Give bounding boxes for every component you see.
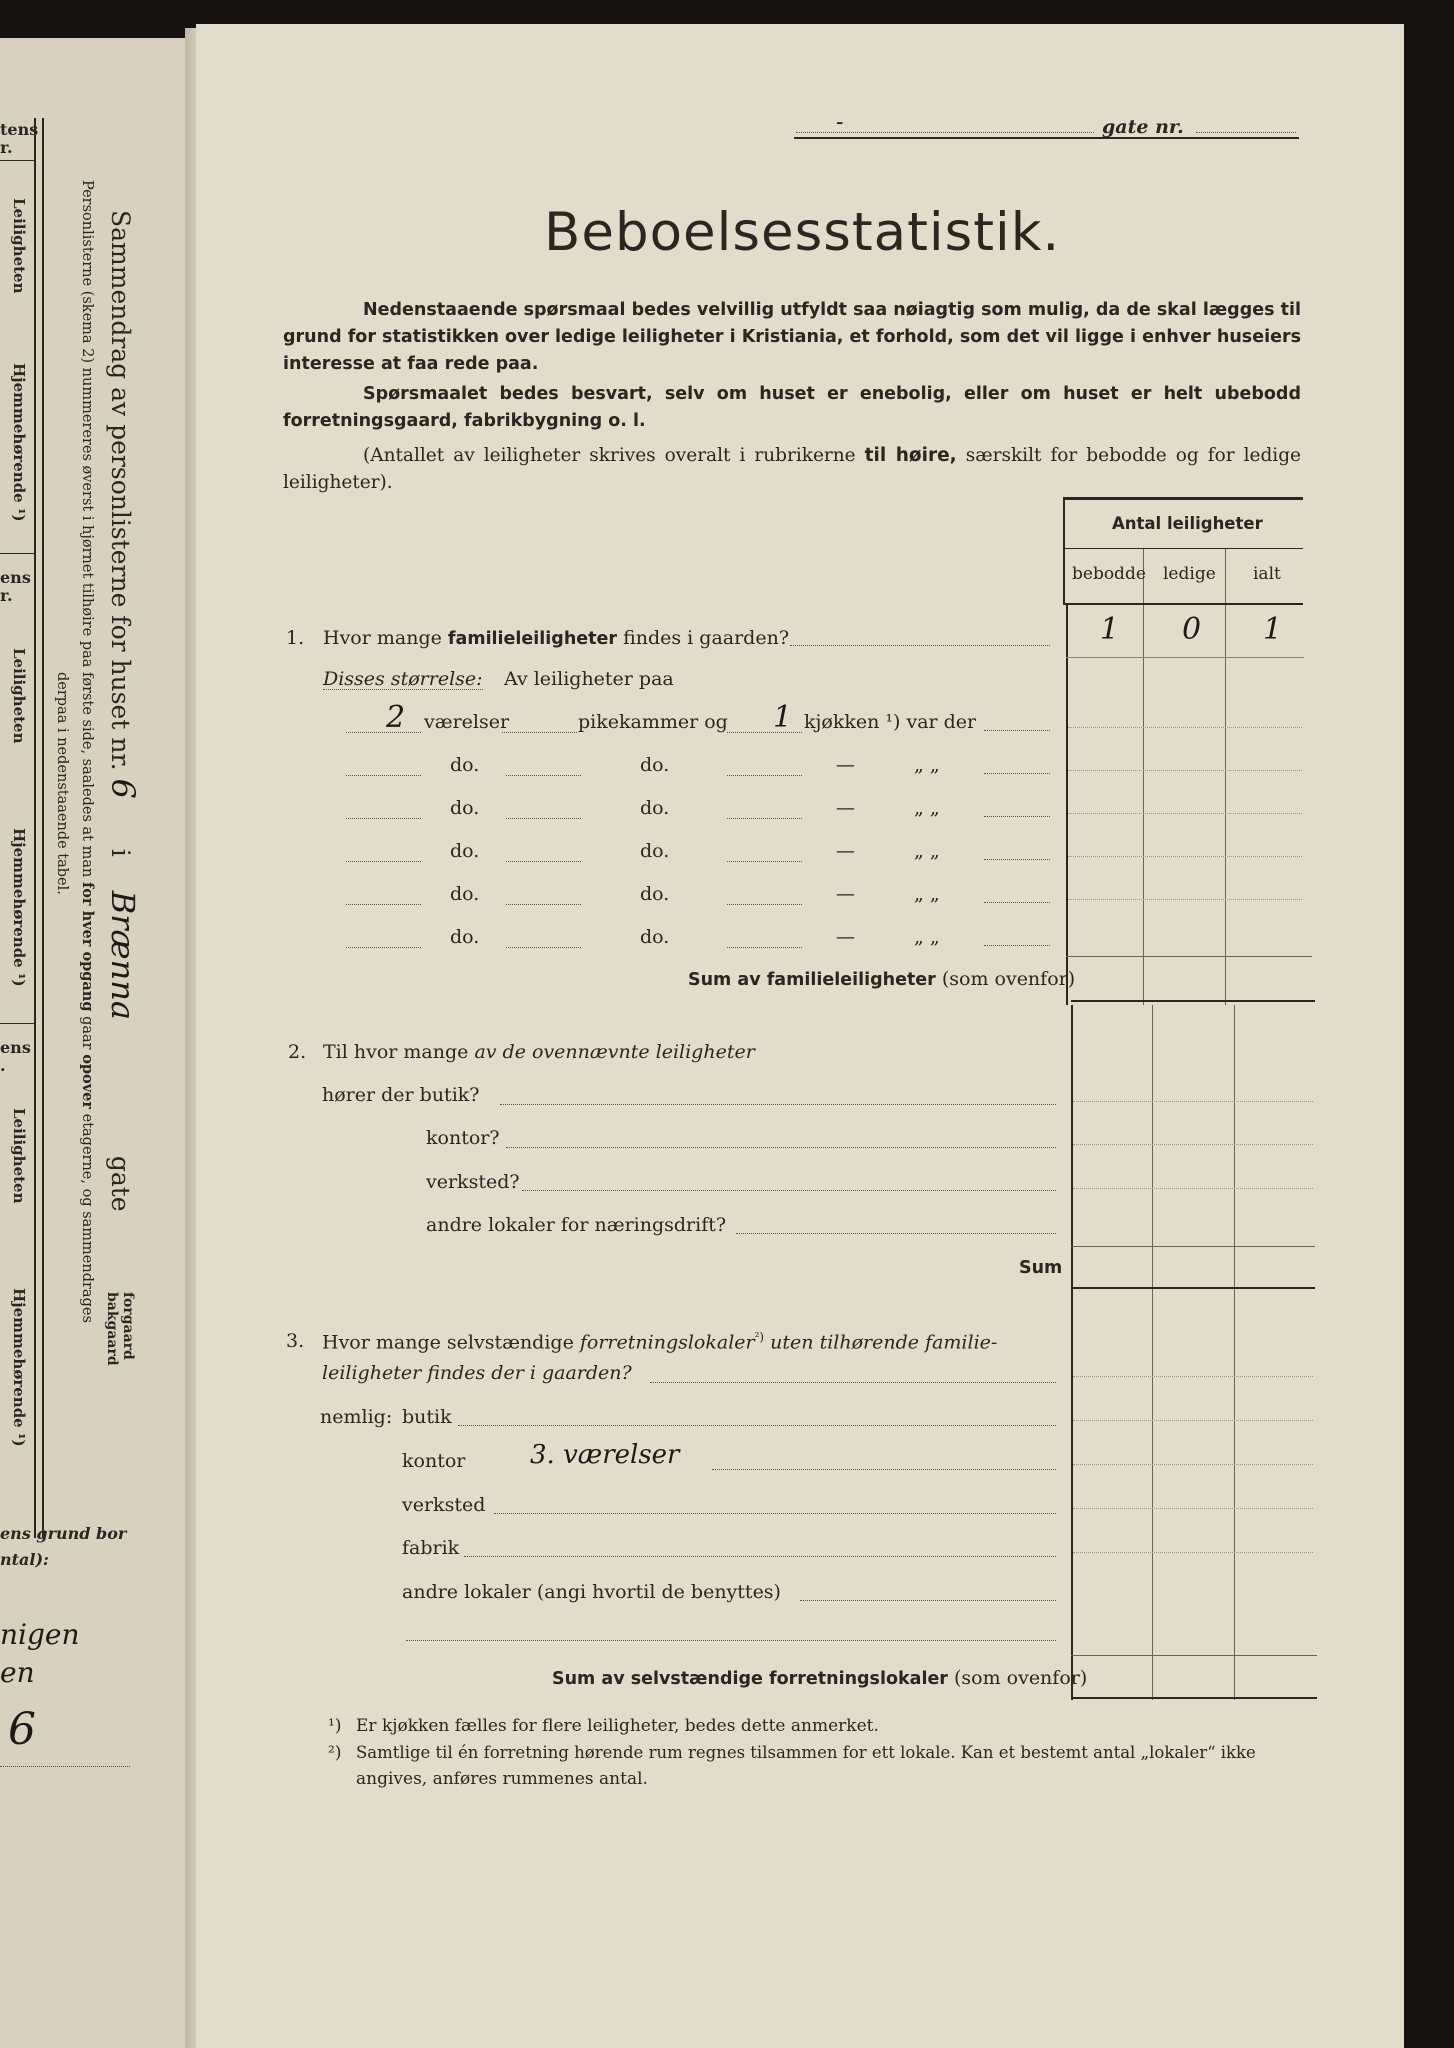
q3-item-fabrik: fabrik: [402, 1537, 460, 1559]
kitchen-field: [727, 904, 802, 905]
left-label: Leiligheten: [10, 648, 28, 744]
pikekammer-field: [506, 818, 581, 819]
leader-dots: [984, 902, 1050, 903]
do-label: do.: [450, 926, 480, 948]
left-bottom-label: ntal):: [0, 1550, 49, 1569]
pikekammer-label: pikekammer og: [578, 711, 728, 733]
quote-label: „ „: [914, 926, 940, 948]
table-sum-rule: [1071, 1000, 1315, 1002]
table-top-rule: [1063, 497, 1303, 500]
dash-label: —: [836, 840, 855, 862]
q2-sum-label: Sum: [1019, 1258, 1063, 1278]
left-rule: [0, 160, 34, 161]
table-row-rule: [1066, 956, 1312, 957]
leader-dots: [984, 859, 1050, 860]
write-in-line: [406, 1640, 1056, 1641]
dash-label: —: [836, 926, 855, 948]
rooms-field: [346, 775, 421, 776]
leader-dots: [984, 816, 1050, 817]
q3-sum-label: Sum av selvstændige forretningslokaler (som ovenfor): [552, 1667, 1088, 1689]
pikekammer-field: [506, 775, 581, 776]
pikekammer-field: [506, 947, 581, 948]
column-header-bebodde: bebodde: [1072, 564, 1146, 584]
q3-text: Hvor mange selvstændige forretningslokaler$^{^2)}$ uten tilhørende familie-: [322, 1330, 998, 1354]
column-divider: [1143, 549, 1144, 1005]
left-label: ens: [0, 568, 31, 587]
left-label: tens: [0, 120, 39, 139]
size-label-underline: [323, 689, 483, 690]
gate-label: gate nr.: [1102, 116, 1184, 138]
leader-dots: [736, 1233, 1056, 1234]
pikekammer-field: [506, 904, 581, 905]
table-row-rule: [1073, 1464, 1313, 1465]
quote-label: „ „: [914, 840, 940, 862]
left-label: Leiligheten: [10, 1108, 28, 1204]
do-label: do.: [450, 797, 480, 819]
page-title: Beboelsesstatistik.: [544, 202, 1061, 263]
table-row-rule: [1068, 770, 1302, 771]
table-row-rule: [1068, 727, 1302, 728]
intro-paragraph: (Antallet av leiligheter skrives overalt i rubrikerne til høire, særskilt for bebodde og for ledige leiligheter).: [283, 445, 1301, 493]
size-text: Av leiligheter paa: [504, 668, 674, 690]
summary-note: Personlisterne (skema 2) nummereres øverst i hjørnet tilhøire paa første side, saaledes at man for hver opgang gaar opover etagerne, og sammendrages: [79, 180, 96, 1323]
table-row-rule: [1073, 1552, 1313, 1553]
leader-dots: [984, 945, 1050, 946]
table-header-rule: [1063, 603, 1303, 605]
q2-item-butik: hører der butik?: [322, 1084, 480, 1106]
dash-label: —: [836, 754, 855, 776]
table-border: [1066, 605, 1068, 1005]
handwritten-note: en: [0, 1656, 35, 1689]
table-row-rule: [1068, 899, 1302, 900]
left-rule: [0, 553, 34, 554]
nemlig-label: nemlig:: [320, 1406, 393, 1428]
q3-number: 3.: [286, 1330, 305, 1352]
table-row-rule: [1068, 856, 1302, 857]
left-divider-2: [42, 118, 44, 1538]
pikekammer-field: [502, 732, 577, 733]
leader-dots: [800, 1600, 1056, 1601]
leader-dots: [790, 645, 1050, 646]
kitchen-label: kjøkken ¹) var der: [804, 711, 977, 733]
q1-number: 1.: [286, 627, 305, 649]
leader-dots: [506, 1147, 1056, 1148]
gate-number-field: [1196, 132, 1296, 133]
column-header-ialt: ialt: [1253, 564, 1281, 584]
leader-dots: [458, 1425, 1056, 1426]
q3-item-kontor: kontor: [402, 1450, 466, 1472]
table-sum-rule: [1071, 1287, 1315, 1289]
q2-text: Til hvor mange av de ovennævnte leiligheter: [323, 1041, 755, 1063]
table-rule: [1063, 548, 1303, 549]
table-row-rule: [1073, 1376, 1313, 1377]
table-row-rule: [1073, 1188, 1313, 1189]
pikekammer-field: [506, 861, 581, 862]
table-group-header: Antal leiligheter: [1112, 514, 1263, 533]
kitchen-field: [727, 775, 802, 776]
kitchen-field: [727, 947, 802, 948]
do-label: do.: [450, 754, 480, 776]
dash-label: —: [836, 883, 855, 905]
q1-answer-bebodde: 1: [1100, 612, 1120, 647]
q2-item-kontor: kontor?: [426, 1127, 500, 1149]
rooms-field: [346, 861, 421, 862]
table-row-rule: [1073, 1144, 1313, 1145]
q1-answer-ialt: 1: [1263, 612, 1283, 647]
summary-title: Sammendrag av personlisterne for huset nr. 6 i Brænna gate: [104, 210, 142, 1212]
table-row-rule: [1073, 1420, 1313, 1421]
street-handwriting: -: [836, 110, 844, 135]
footnote-mark: ¹): [328, 1716, 342, 1736]
quote-label: „ „: [914, 797, 940, 819]
column-header-ledige: ledige: [1163, 564, 1216, 584]
size-label: Disses størrelse:: [323, 668, 483, 690]
leader-dots: [494, 1513, 1056, 1514]
leader-dots: [464, 1556, 1056, 1557]
left-divider: [34, 118, 36, 1538]
rooms-field: [346, 947, 421, 948]
table-row-rule: [1071, 1246, 1315, 1247]
dash-label: —: [836, 797, 855, 819]
q3-text-cont: leiligheter findes der i gaarden?: [322, 1362, 632, 1384]
leader-dots: [984, 730, 1050, 731]
left-label: .: [0, 1056, 6, 1075]
do-label: do.: [640, 797, 670, 819]
leader-dots: [712, 1469, 1056, 1470]
q2-item-andre: andre lokaler for næringsdrift?: [426, 1214, 727, 1236]
rooms-field: [346, 818, 421, 819]
leader-dots: [500, 1104, 1056, 1105]
intro-paragraph: Spørsmaalet bedes besvart, selv om huset er enebolig, eller om huset er helt ubebodd forretningsgaard, fabrikbygning o. l.: [283, 384, 1301, 431]
do-label: do.: [640, 883, 670, 905]
q1-text: Hvor mange familieleiligheter findes i gaarden?: [323, 627, 790, 649]
rooms-value: 2: [386, 700, 406, 735]
kitchen-field: [727, 861, 802, 862]
do-label: do.: [450, 883, 480, 905]
left-label: Hjemmehørende ¹): [10, 363, 28, 522]
q1-sum-label: Sum av familieleiligheter (som ovenfor): [688, 968, 1076, 990]
table-bottom-rule: [1071, 1697, 1317, 1699]
left-dotted-line: [0, 1766, 130, 1767]
left-label: r.: [0, 586, 13, 605]
left-label: ens: [0, 1038, 31, 1057]
q3-item-verksted: verksted: [402, 1494, 486, 1516]
q1-answer-ledige: 0: [1182, 612, 1202, 647]
do-label: do.: [640, 754, 670, 776]
left-bottom-label: ens grund bor: [0, 1524, 127, 1543]
do-label: do.: [640, 926, 670, 948]
kitchen-value: 1: [773, 700, 793, 735]
left-rule: [0, 1023, 34, 1024]
rooms-field: [346, 904, 421, 905]
leader-dots: [522, 1190, 1056, 1191]
column-divider: [1225, 549, 1226, 1005]
footnote-mark: ²): [328, 1743, 342, 1763]
do-label: do.: [640, 840, 670, 862]
table-row-rule: [1073, 1508, 1313, 1509]
do-label: do.: [450, 840, 480, 862]
rooms-field: [346, 732, 421, 733]
left-label: Leiligheten: [10, 198, 28, 294]
forgaard-label: forgaard bakgaard: [104, 1292, 136, 1366]
quote-label: „ „: [914, 883, 940, 905]
column-divider: [1152, 1005, 1153, 1700]
table-row-rule: [1073, 1101, 1313, 1102]
summary-note: derpaa i nedenstaaende tabel.: [54, 672, 70, 895]
quote-label: „ „: [914, 754, 940, 776]
left-label: Hjemmehørende ¹): [10, 828, 28, 987]
leader-dots: [984, 773, 1050, 774]
left-label: r.: [0, 138, 13, 157]
table-border: [1063, 497, 1065, 605]
q3-item-andre: andre lokaler (angi hvortil de benyttes): [402, 1581, 781, 1603]
q2-item-verksted: verksted?: [426, 1171, 520, 1193]
table-row-rule: [1071, 1655, 1317, 1656]
q2-number: 2.: [288, 1041, 307, 1063]
handwritten-note: 6: [8, 1704, 36, 1755]
intro-paragraph: Nedenstaaende spørsmaal bedes velvillig utfyldt saa nøiagtig som mulig, da de skal lægges til grund for statistikken over ledige leiligheter i Kristiania, et forhold, som det vil ligge i enhver huseiers interesse at faa rede paa.: [283, 300, 1301, 374]
column-divider: [1234, 1005, 1235, 1700]
table-row-rule: [1066, 657, 1304, 658]
header-rule: [794, 137, 1299, 139]
table-row-rule: [1068, 813, 1302, 814]
footnote-text: angives, anføres rummenes antal.: [356, 1769, 648, 1789]
q3-item-butik: butik: [402, 1406, 452, 1428]
handwritten-note: nigen: [0, 1618, 80, 1651]
leader-dots: [650, 1382, 1056, 1383]
rooms-label: værelser: [424, 711, 510, 733]
footnote-text: Samtlige til én forretning hørende rum regnes tilsammen for ett lokale. Kan et bestemt antal „lokaler“ ikke: [356, 1743, 1256, 1762]
kitchen-field: [727, 818, 802, 819]
footnote-text: Er kjøkken fælles for flere leiligheter, bedes dette anmerket.: [356, 1716, 879, 1736]
left-label: Hjemmehørende ¹): [10, 1288, 28, 1447]
table-border: [1071, 1005, 1073, 1700]
kontor-answer: 3. værelser: [530, 1440, 680, 1470]
